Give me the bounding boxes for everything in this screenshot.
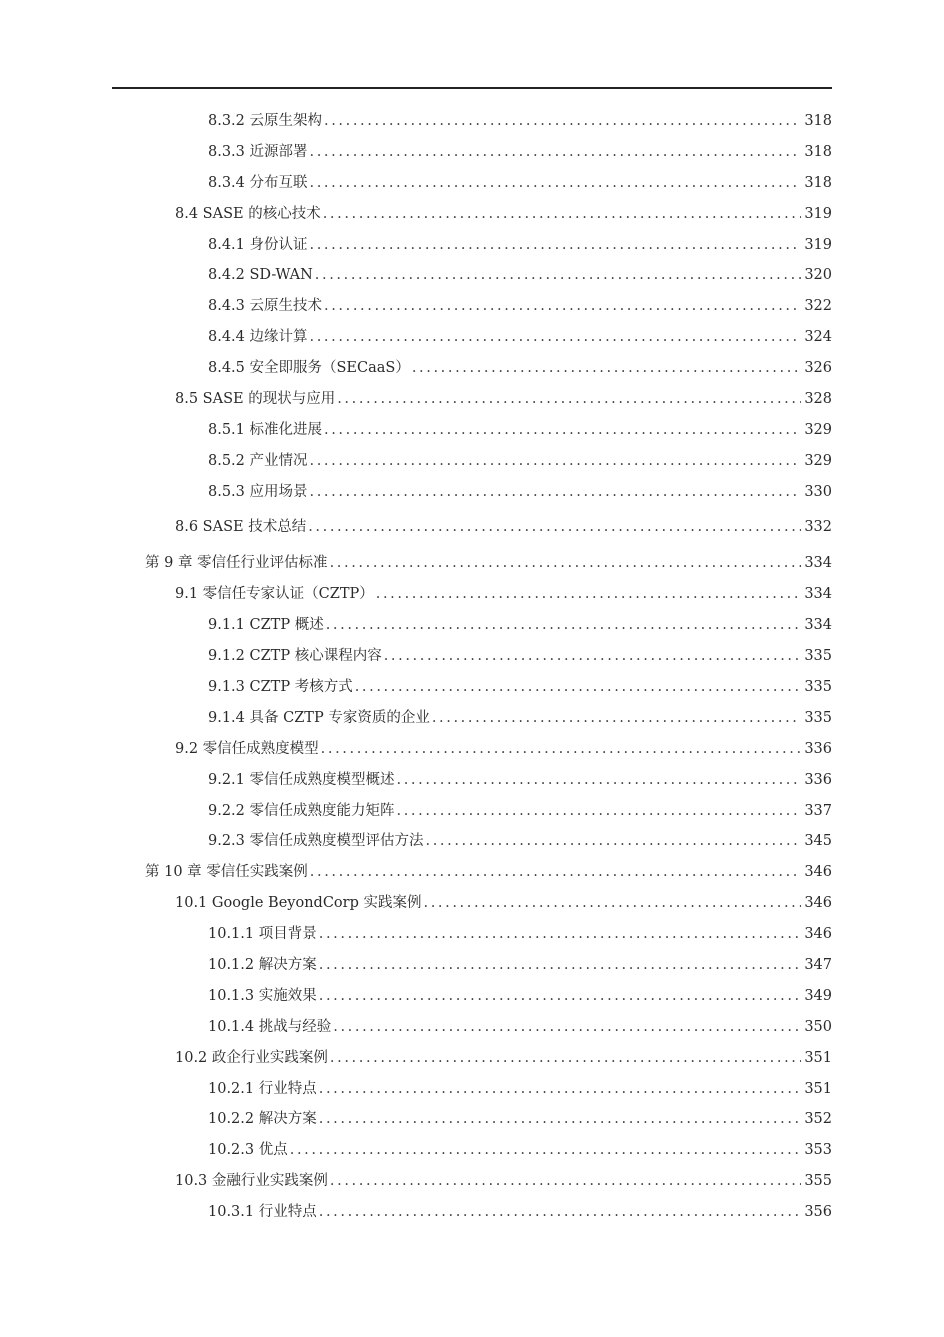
toc-entry-page-number: 334 xyxy=(804,586,832,602)
toc-entry-page-number: 332 xyxy=(804,519,832,535)
toc-entry-title: 9.2.3 零信任成熟度模型评估方法 xyxy=(208,833,424,849)
toc-dot-leader xyxy=(324,421,801,439)
toc-entry-page-number: 335 xyxy=(804,648,832,664)
toc-entry[interactable] xyxy=(175,581,832,603)
toc-dot-leader xyxy=(326,616,802,634)
toc-entry-title: 10.2.1 行业特点 xyxy=(208,1081,317,1097)
toc-entry-page-number: 336 xyxy=(804,741,832,757)
toc-entry-page-number: 337 xyxy=(804,803,832,819)
toc-entry[interactable] xyxy=(175,736,832,758)
toc-entry[interactable] xyxy=(175,1045,832,1067)
toc-entry-page-number: 329 xyxy=(804,453,832,469)
toc-dot-leader xyxy=(315,266,802,284)
toc-entry[interactable] xyxy=(208,1014,832,1036)
toc-entry-page-number: 352 xyxy=(804,1111,832,1127)
toc-entry-page-number: 346 xyxy=(804,926,832,942)
toc-dot-leader xyxy=(310,483,802,501)
toc-entry[interactable] xyxy=(175,1168,832,1190)
toc-dot-leader xyxy=(412,359,801,377)
toc-entry-page-number: 351 xyxy=(804,1081,832,1097)
toc-dot-leader xyxy=(323,205,802,223)
toc-entry[interactable] xyxy=(208,705,832,727)
toc-entry-title: 10.1.4 挑战与经验 xyxy=(208,1019,332,1035)
toc-entry-page-number: 320 xyxy=(804,267,832,283)
toc-entry[interactable] xyxy=(208,921,832,943)
toc-entry-page-number: 319 xyxy=(804,237,832,253)
toc-dot-leader xyxy=(319,956,802,974)
toc-entry-page-number: 355 xyxy=(804,1173,832,1189)
toc-entry[interactable] xyxy=(208,612,832,634)
toc-entry-page-number: 347 xyxy=(804,957,832,973)
toc-entry-page-number: 318 xyxy=(804,113,832,129)
toc-entry-title: 9.1.4 具备 CZTP 专家资质的企业 xyxy=(208,710,430,726)
toc-entry-title: 10.2.2 解决方案 xyxy=(208,1111,317,1127)
toc-entry-title: 9.1.1 CZTP 概述 xyxy=(208,617,324,633)
toc-dot-leader xyxy=(319,987,802,1005)
toc-entry[interactable] xyxy=(208,293,832,315)
toc-dot-leader xyxy=(321,740,802,758)
toc-entry-title: 8.5.2 产业情况 xyxy=(208,453,308,469)
toc-entry[interactable] xyxy=(208,262,832,284)
toc-entry[interactable] xyxy=(175,201,832,223)
toc-entry[interactable] xyxy=(208,798,832,820)
toc-dot-leader xyxy=(310,863,802,881)
toc-entry[interactable] xyxy=(208,355,832,377)
toc-dot-leader xyxy=(319,1110,802,1128)
toc-dot-leader xyxy=(324,297,801,315)
toc-entry[interactable] xyxy=(208,828,832,850)
toc-entry-page-number: 335 xyxy=(804,679,832,695)
toc-entry-title: 第 9 章 零信任行业评估标准 xyxy=(145,555,328,571)
toc-dot-leader xyxy=(355,678,802,696)
toc-entry-page-number: 318 xyxy=(804,144,832,160)
toc-entry-title: 8.4.2 SD-WAN xyxy=(208,267,313,283)
toc-entry[interactable] xyxy=(208,324,832,346)
toc-entry-title: 9.2.2 零信任成熟度能力矩阵 xyxy=(208,803,395,819)
toc-entry-title: 10.1.2 解决方案 xyxy=(208,957,317,973)
toc-entry-title: 10.1.3 实施效果 xyxy=(208,988,317,1004)
toc-dot-leader xyxy=(310,143,802,161)
toc-entry-title: 8.3.2 云原生架构 xyxy=(208,113,323,129)
toc-entry[interactable] xyxy=(208,983,832,1005)
toc-entry[interactable] xyxy=(208,643,832,665)
toc-entry-page-number: 349 xyxy=(804,988,832,1004)
toc-entry-page-number: 346 xyxy=(804,864,832,880)
header-rule xyxy=(112,87,832,89)
toc-entry-page-number: 346 xyxy=(804,895,832,911)
toc-dot-leader xyxy=(432,709,801,727)
toc-entry[interactable] xyxy=(208,232,832,254)
toc-entry[interactable] xyxy=(208,170,832,192)
toc-entry-title: 8.6 SASE 技术总结 xyxy=(175,519,307,535)
toc-entry-page-number: 318 xyxy=(804,175,832,191)
toc-entry-page-number: 319 xyxy=(804,206,832,222)
toc-entry-title: 10.3.1 行业特点 xyxy=(208,1204,317,1220)
toc-entry-title: 10.2.3 优点 xyxy=(208,1142,288,1158)
toc-entry-page-number: 324 xyxy=(804,329,832,345)
toc-entry-title: 第 10 章 零信任实践案例 xyxy=(145,864,308,880)
toc-entry-page-number: 334 xyxy=(804,555,832,571)
toc-entry-title: 8.4.1 身份认证 xyxy=(208,237,308,253)
toc-entry-title: 9.2 零信任成熟度模型 xyxy=(175,741,319,757)
toc-dot-leader xyxy=(310,452,802,470)
toc-entry-title: 8.3.4 分布互联 xyxy=(208,175,308,191)
toc-entry[interactable] xyxy=(175,514,832,536)
toc-entry-page-number: 326 xyxy=(804,360,832,376)
toc-entry-title: 8.4.5 安全即服务（SECaaS） xyxy=(208,360,410,376)
toc-entry-page-number: 336 xyxy=(804,772,832,788)
toc-entry-page-number: 335 xyxy=(804,710,832,726)
toc-dot-leader xyxy=(310,328,802,346)
toc-entry-title: 8.3.3 近源部署 xyxy=(208,144,308,160)
toc-entry[interactable] xyxy=(175,890,832,912)
toc-entry[interactable] xyxy=(208,1199,832,1221)
toc-entry-title: 10.1 Google BeyondCorp 实践案例 xyxy=(175,895,422,911)
toc-entry-title: 9.1 零信任专家认证（CZTP） xyxy=(175,586,374,602)
toc-entry-title: 10.2 政企行业实践案例 xyxy=(175,1050,328,1066)
toc-dot-leader xyxy=(310,174,802,192)
toc-entry[interactable] xyxy=(208,674,832,696)
toc-entry-page-number: 330 xyxy=(804,484,832,500)
toc-dot-leader xyxy=(376,585,802,603)
toc-dot-leader xyxy=(426,832,802,850)
toc-dot-leader xyxy=(397,771,802,789)
toc-dot-leader xyxy=(330,1172,801,1190)
toc-dot-leader xyxy=(310,236,802,254)
toc-dot-leader xyxy=(330,554,802,572)
toc-dot-leader xyxy=(337,390,801,408)
toc-dot-leader xyxy=(319,925,802,943)
toc-entry[interactable] xyxy=(208,448,832,470)
toc-dot-leader xyxy=(319,1080,802,1098)
toc-entry-title: 9.1.2 CZTP 核心课程内容 xyxy=(208,648,382,664)
toc-dot-leader xyxy=(330,1049,801,1067)
toc-entry-title: 8.4.4 边缘计算 xyxy=(208,329,308,345)
toc-dot-leader xyxy=(290,1141,802,1159)
toc-entry[interactable] xyxy=(208,767,832,789)
toc-dot-leader xyxy=(308,518,801,536)
toc-entry-title: 10.3 金融行业实践案例 xyxy=(175,1173,328,1189)
toc-entry[interactable] xyxy=(208,139,832,161)
toc-entry-title: 8.5.3 应用场景 xyxy=(208,484,308,500)
toc-entry-page-number: 345 xyxy=(804,833,832,849)
toc-dot-leader xyxy=(423,894,801,912)
toc-entry[interactable] xyxy=(175,386,832,408)
toc-entry-title: 8.5 SASE 的现状与应用 xyxy=(175,391,336,407)
toc-dot-leader xyxy=(324,112,801,130)
toc-entry-title: 9.1.3 CZTP 考核方式 xyxy=(208,679,353,695)
toc-entry-page-number: 329 xyxy=(804,422,832,438)
toc-entry[interactable] xyxy=(208,952,832,974)
toc-entry-title: 10.1.1 项目背景 xyxy=(208,926,317,942)
toc-entry-page-number: 334 xyxy=(804,617,832,633)
toc-entry[interactable] xyxy=(208,1137,832,1159)
toc-entry[interactable] xyxy=(208,417,832,439)
toc-entry-page-number: 328 xyxy=(804,391,832,407)
toc-entry-page-number: 353 xyxy=(804,1142,832,1158)
toc-entry[interactable] xyxy=(208,479,832,501)
toc-entry-title: 8.4.3 云原生技术 xyxy=(208,298,323,314)
toc-entry[interactable] xyxy=(208,108,832,130)
toc-entry[interactable] xyxy=(145,550,832,572)
toc-entry-page-number: 322 xyxy=(804,298,832,314)
toc-entry-title: 8.4 SASE 的核心技术 xyxy=(175,206,321,222)
toc-dot-leader xyxy=(333,1018,801,1036)
toc-entry-page-number: 351 xyxy=(804,1050,832,1066)
toc-dot-leader xyxy=(319,1203,802,1221)
toc-entry-page-number: 350 xyxy=(804,1019,832,1035)
toc-entry-title: 9.2.1 零信任成熟度模型概述 xyxy=(208,772,395,788)
toc-entry[interactable] xyxy=(208,1106,832,1128)
toc-dot-leader xyxy=(397,802,802,820)
toc-entry[interactable] xyxy=(145,859,832,881)
toc-entry-title: 8.5.1 标准化进展 xyxy=(208,422,323,438)
toc-dot-leader xyxy=(384,647,802,665)
toc-entry-page-number: 356 xyxy=(804,1204,832,1220)
toc-entry[interactable] xyxy=(208,1076,832,1098)
